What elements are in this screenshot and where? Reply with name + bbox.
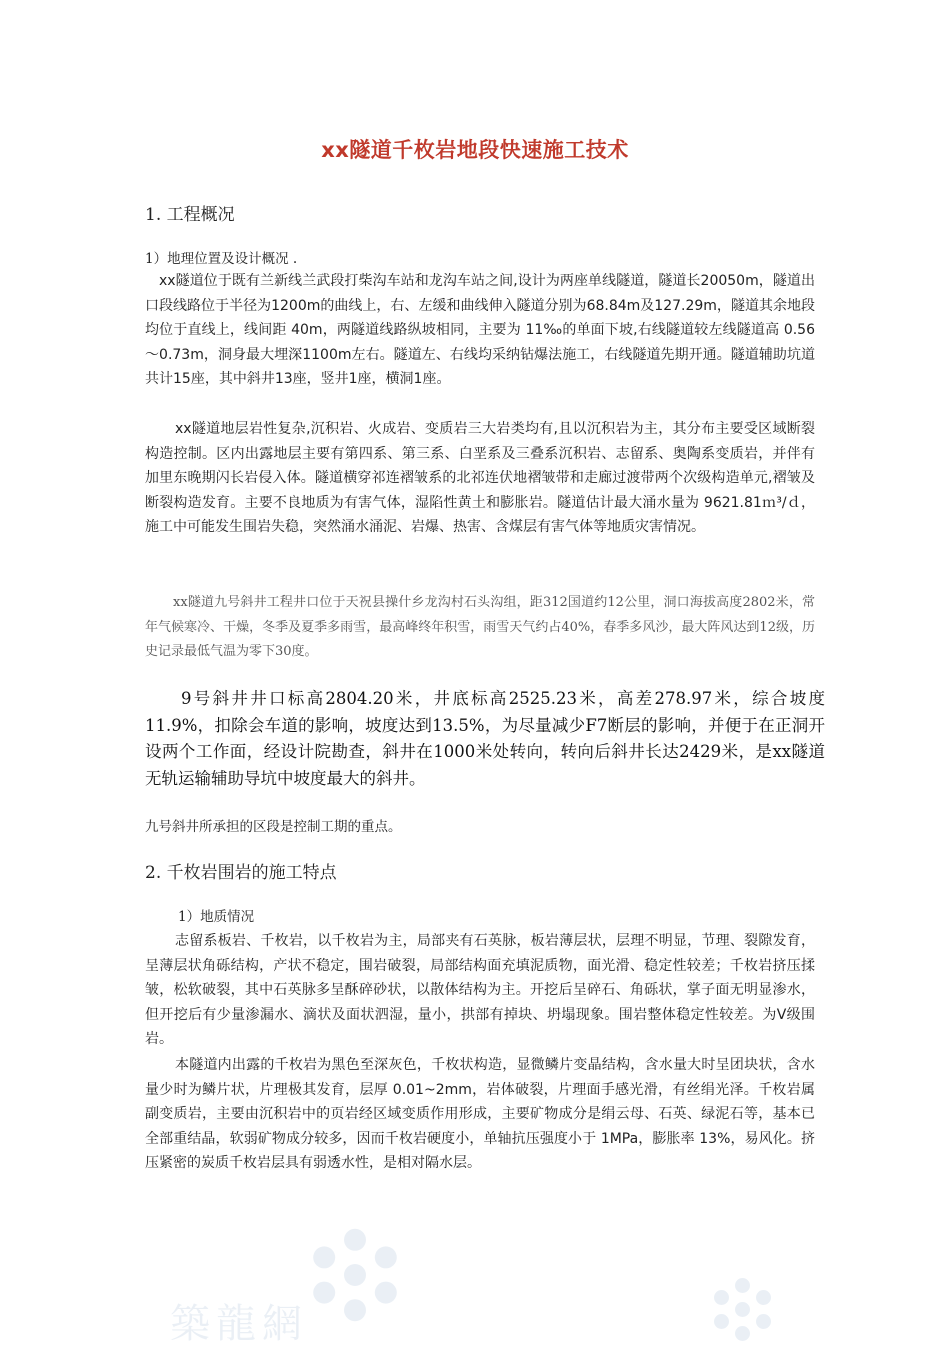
- section-2-paragraph-2: 本隧道内出露的千枚岩为黑色至深灰色，千枚状构造，显微鳞片变晶结构，含水量大时呈团块状，含水量少时为鳞片状，片理极其发育，层厚 0.01~2mm，岩体破裂，片理面手感光滑，有丝绢光泽。千枚岩属副变质岩，主要由沉积岩中的页岩经区域变质作用形成，主要矿物成分是绢云母、石英、绿泥石等，基本已全部重结晶，软弱矿物成分较多，因而千枚岩硬度小，单轴抗压强度小于 1MPa，膨胀率 13%，易风化。挤压紧密的炭质千枚岩层具有弱透水性，是相对隔水层。: [145, 1057, 815, 1171]
- section-2-paragraph-1: 志留系板岩、千枚岩，以千枚岩为主，局部夹有石英脉，板岩薄层状，层理不明显，节理、裂隙发育，呈薄层状角砾结构，产状不稳定，围岩破裂，局部结构面充填泥质物，面光滑、稳定性较差；千枚岩挤压揉皱，松软破裂，其中石英脉多呈酥碎砂状，以散体结构为主。开挖后呈碎石、角砾状，掌子面无明显渗水，但开挖后有少量渗漏水、滴状及面状泗湿，量小，拱部有掉块、坍塌现象。围岩整体稳定性较差。为Ⅴ级围岩。: [145, 933, 815, 1047]
- section-1-paragraph-1: xx隧道位于既有兰新线兰武段打柴沟车站和龙沟车站之间,设计为两座单线隧道，隧道长20050m，隧道出口段线路位于半径为1200m的曲线上，右、左缓和曲线伸入隧道分别为68.84m及127.29m，隧道其余地段均位于直线上，线间距 40m，两隧道线路纵坡相同，主要为 11‰的单面下坡,右线隧道较左线隧道高 0.56～0.73m，洞身最大埋深1100m左右。隧道左、右线均采纳钻爆法施工，右线隧道先期开通。隧道辅助坑道共计15座，其中斜井13座，竖井1座，横洞1座。: [145, 273, 815, 387]
- document-title: xx隧道千枚岩地段快速施工技术: [321, 138, 629, 162]
- section-1-paragraph-2: xx隧道地层岩性复杂,沉积岩、火成岩、变质岩三大岩类均有,且以沉积岩为主，其分布主要受区域断裂构造控制。区内出露地层主要有第四系、第三系、白垩系及三叠系沉积岩、志留系、奥陶系变质岩，并伴有加里东晚期闪长岩侵入体。隧道横穿祁连褶皱系的北祁连伏地褶皱带和走廊过渡带两个次级构造单元,褶皱及断裂构造发育。主要不良地质为有害气体，湿陷性黄土和膨胀岩。隧道估计最大涌水量为 9621.81ｍ³/ｄ，施工中可能发生围岩失稳，突然涌水涌泥、岩爆、热害、含煤层有害气体等地质灾害情况。: [145, 421, 815, 535]
- section-1-subheading: 1）地理位置及设计概况 .: [145, 251, 298, 267]
- section-1-paragraph-5: 九号斜井所承担的区段是控制工期的重点。: [145, 819, 402, 835]
- section-1-paragraph-3: xx隧道九号斜井工程井口位于天祝县操什乡龙沟村石头沟组，距312国道约12公里，洞口海拔高度2802米，常年气候寒冷、干燥，冬季及夏季多雨雪，最高峰终年积雪，雨雪天气约占40%，春季多风沙，最大阵风达到12级，历史记录最低气温为零下30度。: [145, 595, 815, 659]
- section-1-heading: 1. 工程概况: [145, 205, 235, 225]
- snowflake-logo-icon: [300, 1220, 410, 1330]
- section-1-paragraph-4: 9号斜井井口标高2804.20米，井底标高2525.23米，高差278.97米，综合坡度11.9%，扣除会车道的影响，坡度达到13.5%，为尽量减少F7断层的影响，并便于在正洞开设两个工作面，经设计院勘查，斜井在1000米处转向，转向后斜井长达2429米，是xx隧道无轨运输辅助导坑中坡度最大的斜井。: [145, 689, 825, 788]
- section-2-heading: 2. 千枚岩围岩的施工特点: [145, 863, 337, 883]
- watermark-text: 築龍網: [170, 1301, 308, 1347]
- snowflake-logo-icon: [705, 1272, 780, 1347]
- section-2-subheading: 1）地质情况: [178, 909, 255, 925]
